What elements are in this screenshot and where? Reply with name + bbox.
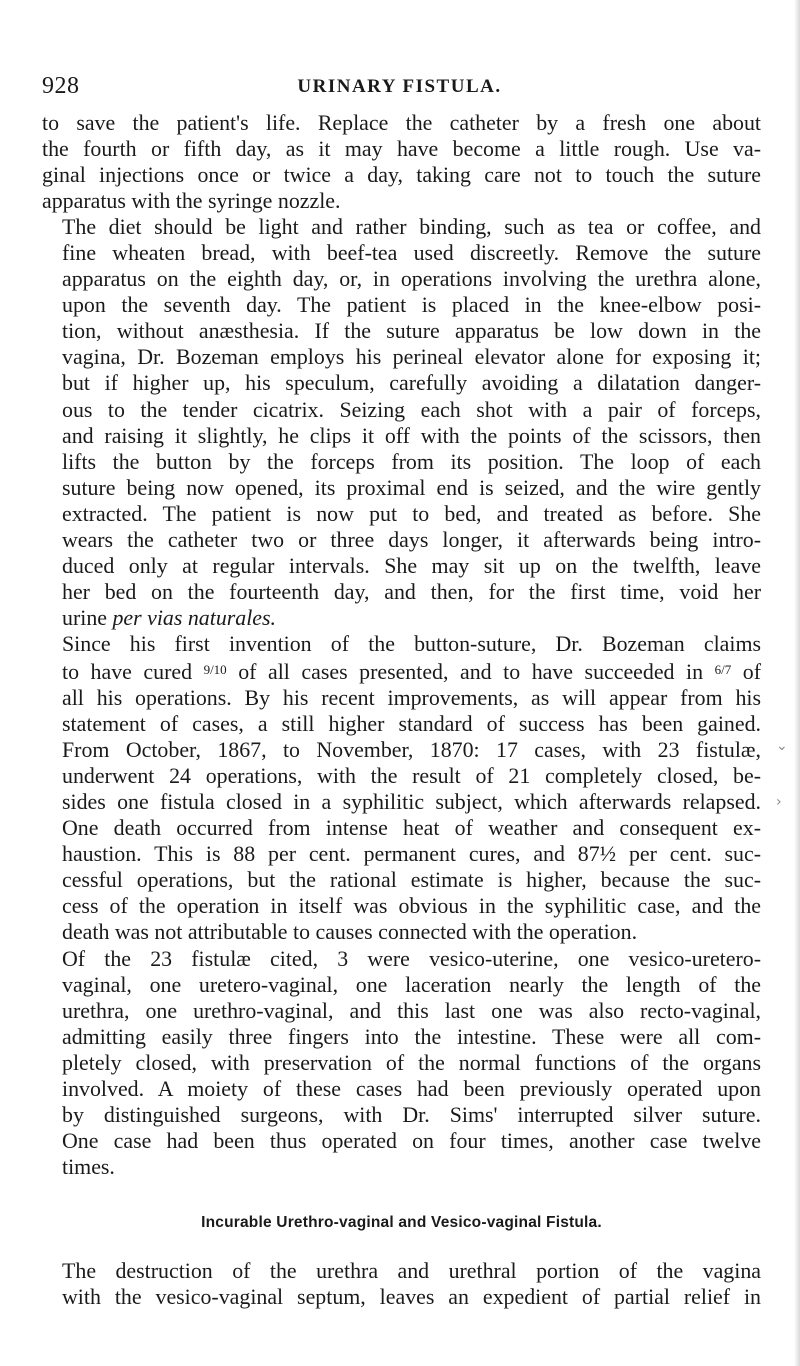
text-line: extracted. The patient is now put to bed, and treated as before. She [62, 500, 761, 526]
text-line: underwent 24 operations, with the result of 21 completely closed, be- [62, 763, 761, 789]
text-line: apparatus with the syringe nozzle. [42, 188, 341, 214]
margin-mark: ⌄ [776, 738, 788, 754]
text-line: the fourth or fifth day, as it may have become a little rough. Use va- [42, 136, 761, 162]
text-line: with the vesico-vaginal septum, leaves an expedient of partial relief in [62, 1284, 761, 1310]
page-number: 928 [42, 73, 80, 99]
text-line: sides one fistula closed in a syphilitic subject, which afterwards relapsed. [62, 789, 761, 815]
text-line: pletely closed, with preservation of the normal functions of the organs [62, 1049, 761, 1075]
text-line: duced only at regular intervals. She may sit up on the twelfth, leave [62, 552, 761, 578]
text-line [42, 657, 761, 685]
text-fragment: of all cases presented, and to have succeeded in [226, 658, 715, 684]
text-line: From October, 1867, to November, 1870: 17 cases, with 23 fistulæ, [62, 737, 761, 763]
page-edge-shadow [794, 0, 800, 1366]
text-line: involved. A moiety of these cases had been previously operated upon [62, 1075, 761, 1101]
text-fragment: urine [62, 604, 113, 630]
page-header [42, 73, 757, 103]
text-line: Since his first invention of the button-suture, Dr. Bozeman claims [62, 630, 761, 656]
italic-phrase: per vias naturales. [112, 604, 277, 630]
text-line: upon the seventh day. The patient is placed in the knee-elbow posi- [62, 292, 761, 318]
text-line: cessful operations, but the rational estimate is higher, because the suc- [62, 867, 761, 893]
text-fragment: to have cured [62, 658, 204, 684]
text-line: lifts the button by the forceps from its position. The loop of each [62, 448, 761, 474]
section-heading: Incurable Urethro-vaginal and Vesico-vaginal Fistula. [201, 1213, 602, 1231]
paragraph [42, 214, 761, 631]
text-line [42, 605, 761, 631]
text-line: ginal injections once or twice a day, taking care not to touch the suture [42, 162, 761, 188]
text-line: One death occurred from intense heat of weather and consequent ex- [62, 815, 761, 841]
paragraph [42, 946, 761, 1180]
text-line: The diet should be light and rather binding, such as tea or coffee, and [62, 214, 761, 240]
text-line: all his operations. By his recent improvements, as will appear from his [62, 685, 761, 711]
text-line: vagina, Dr. Bozeman employs his perineal elevator alone for exposing it; [62, 344, 761, 370]
running-title: URINARY FISTULA. [297, 76, 502, 97]
text-line: cess of the operation in itself was obvious in the syphilitic case, and the [62, 893, 761, 919]
text-line: times. [62, 1153, 115, 1179]
text-line: apparatus on the eighth day, or, in operations involving the urethra alone, [62, 266, 761, 292]
text-line: by distinguished surgeons, with Dr. Sims' interrupted silver suture. [62, 1101, 761, 1127]
text-line: One case had been thus operated on four times, another case twelve [62, 1127, 761, 1153]
text-line: statement of cases, a still higher standard of success has been gained. [62, 711, 761, 737]
text-line: to save the patient's life. Replace the catheter by a fresh one about [42, 110, 761, 135]
text-line: but if higher up, his speculum, carefully avoiding a dilatation danger- [62, 370, 761, 396]
body-text [42, 110, 761, 1310]
text-line: wears the catheter two or three days longer, it afterwards being intro- [62, 526, 761, 552]
paragraph [42, 110, 761, 214]
text-line: vaginal, one uretero-vaginal, one laceration nearly the length of the [62, 971, 761, 997]
text-line: her bed on the fourteenth day, and then, for the first time, void her [62, 578, 761, 604]
text-line: urethra, one urethro-vaginal, and this last one was also recto-vaginal, [62, 997, 761, 1023]
text-line: fine wheaten bread, with beef-tea used discreetly. Remove the suture [62, 240, 761, 266]
text-line: tion, without anæsthesia. If the suture apparatus be low down in the [62, 318, 761, 344]
text-line: haustion. This is 88 per cent. permanent cures, and 87½ per cent. suc- [62, 841, 761, 867]
fraction: 6/7 [714, 661, 732, 677]
text-line: admitting easily three fingers into the intestine. These were all com- [62, 1023, 761, 1049]
text-line: death was not attributable to causes connected with the operation. [62, 919, 638, 945]
text-line: suture being now opened, its proximal end is seized, and the wire gently [62, 474, 761, 500]
text-line: and raising it slightly, he clips it off with the points of the scissors, then [62, 422, 761, 448]
text-fragment: of [731, 658, 761, 684]
text-line: The destruction of the urethra and urethral portion of the vagina [62, 1257, 761, 1283]
text-line: ous to the tender cicatrix. Seizing each shot with a pair of forceps, [62, 396, 761, 422]
margin-mark: › [776, 794, 782, 810]
paragraph [42, 1258, 761, 1310]
fraction: 9/10 [203, 661, 227, 677]
paragraph [42, 631, 761, 946]
text-line: Of the 23 fistulæ cited, 3 were vesico-uterine, one vesico-uretero- [62, 945, 761, 971]
